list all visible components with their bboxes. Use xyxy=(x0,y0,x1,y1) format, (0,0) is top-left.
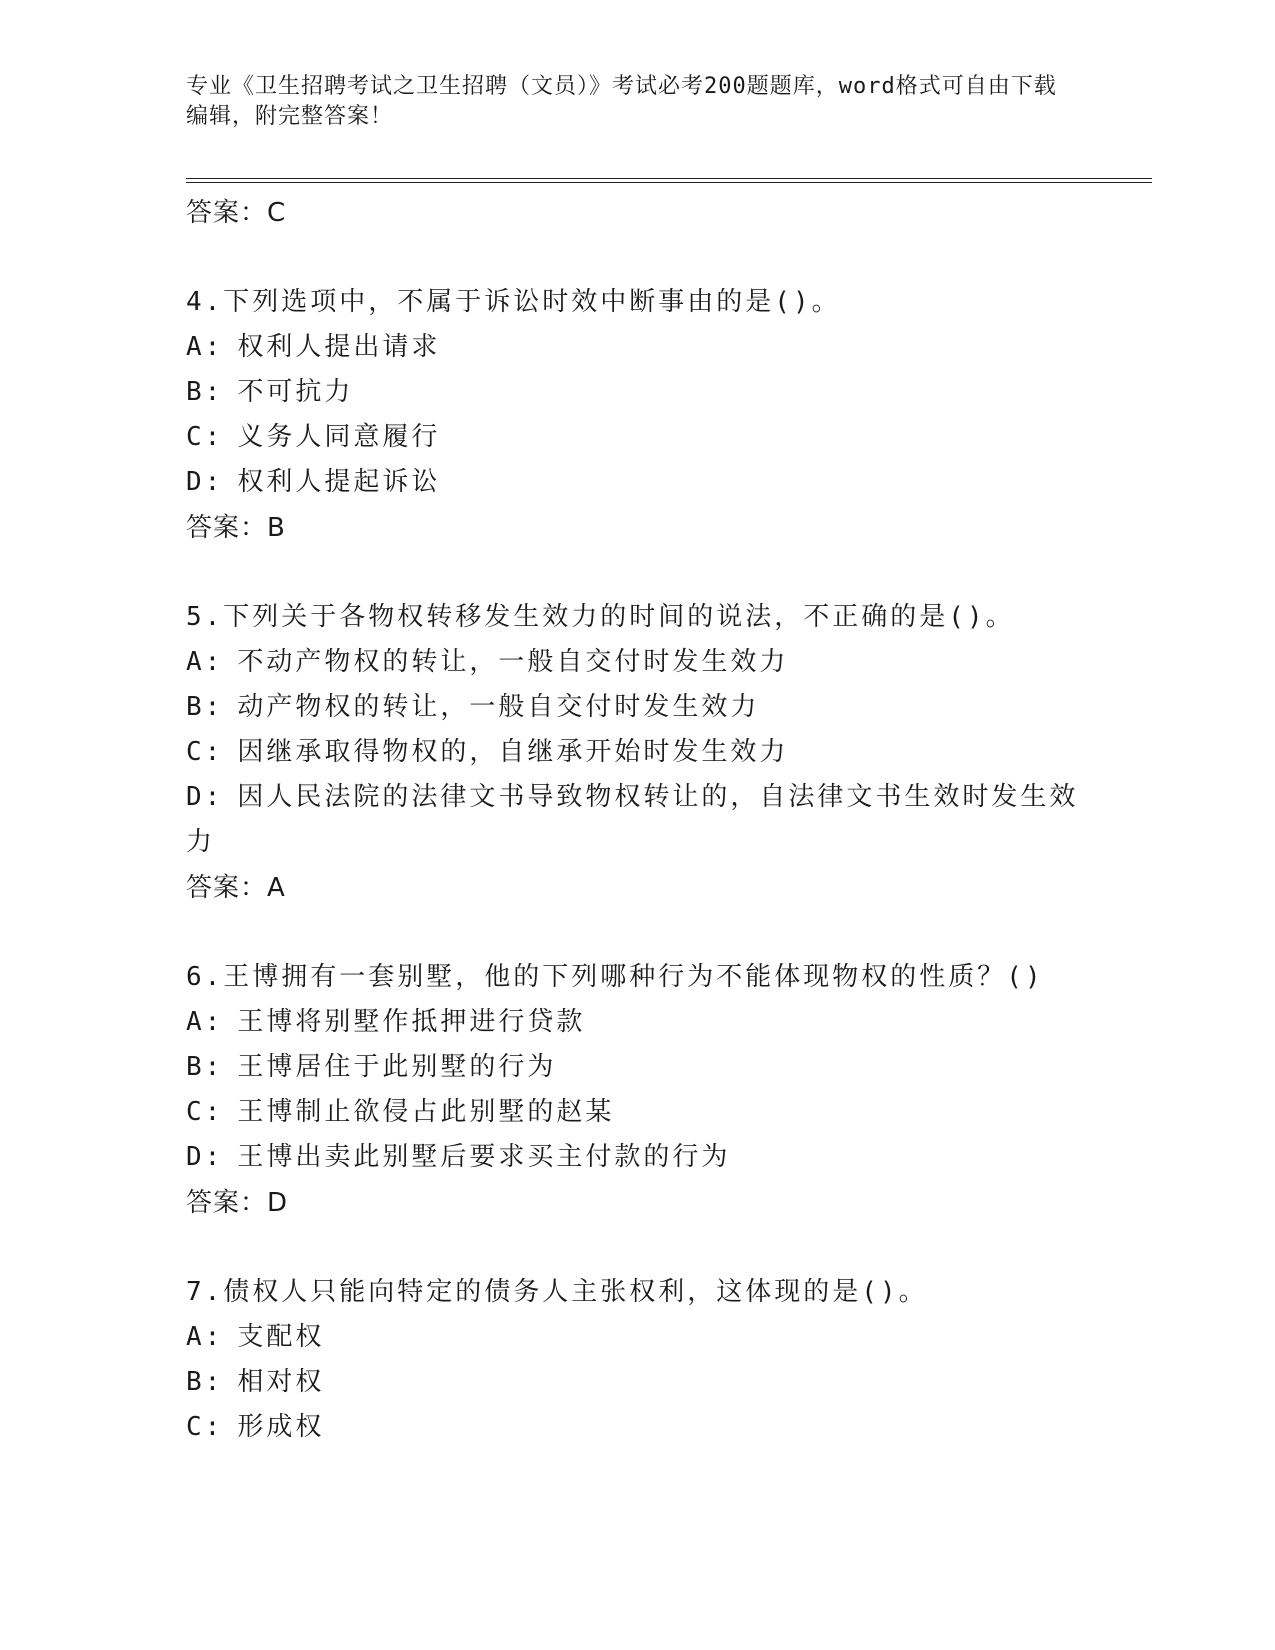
option-b xyxy=(186,1045,1086,1090)
option-d xyxy=(186,775,1086,865)
answer-line: 答案：D xyxy=(186,1188,289,1218)
option-text: 王博出卖此别墅后要求买主付款的行为 xyxy=(237,1142,731,1172)
option-b xyxy=(186,370,1086,415)
question-block xyxy=(186,1270,1086,1450)
answer-line: 答案：B xyxy=(186,513,286,543)
option-a xyxy=(186,325,1086,370)
option-text: 不可抗力 xyxy=(237,377,354,407)
question-stem: 4.下列选项中，不属于诉讼时效中断事由的是()。 xyxy=(186,287,841,317)
option-letter: A: xyxy=(186,332,224,362)
option-letter: A: xyxy=(186,1322,224,1352)
question-block xyxy=(186,955,1086,1226)
option-text: 因人民法院的法律文书导致物权转让的，自法律文书生效时发生效力 xyxy=(186,782,1079,857)
option-letter: D: xyxy=(186,782,224,812)
answer-line: 答案：A xyxy=(186,873,286,903)
option-text: 王博制止欲侵占此别墅的赵某 xyxy=(237,1097,615,1127)
option-letter: C: xyxy=(186,1412,224,1442)
option-letter: B: xyxy=(186,692,224,722)
header-divider-top xyxy=(186,178,1152,179)
option-text: 动产物权的转让，一般自交付时发生效力 xyxy=(237,692,760,722)
option-text: 王博居住于此别墅的行为 xyxy=(237,1052,557,1082)
answer-line: 答案：C xyxy=(186,198,287,228)
option-text: 王博将别墅作抵押进行贷款 xyxy=(237,1007,586,1037)
option-text: 支配权 xyxy=(237,1322,325,1352)
question-block xyxy=(186,280,1086,551)
option-letter: C: xyxy=(186,737,224,767)
option-text: 不动产物权的转让，一般自交付时发生效力 xyxy=(237,647,789,677)
option-c xyxy=(186,1405,1086,1450)
option-letter: D: xyxy=(186,1142,224,1172)
option-b xyxy=(186,685,1086,730)
option-a xyxy=(186,640,1086,685)
option-text: 义务人同意履行 xyxy=(237,422,441,452)
option-text: 形成权 xyxy=(237,1412,325,1442)
question-list xyxy=(186,190,1086,1450)
option-d xyxy=(186,460,1086,505)
option-a xyxy=(186,1000,1086,1045)
option-text: 权利人提出请求 xyxy=(237,332,441,362)
option-text: 权利人提起诉讼 xyxy=(237,467,441,497)
option-d xyxy=(186,1135,1086,1180)
option-letter: C: xyxy=(186,1097,224,1127)
option-c xyxy=(186,1090,1086,1135)
question-stem: 7.债权人只能向特定的债务人主张权利，这体现的是()。 xyxy=(186,1277,928,1307)
option-text: 因继承取得物权的，自继承开始时发生效力 xyxy=(237,737,789,767)
option-c xyxy=(186,730,1086,775)
question-block xyxy=(186,595,1086,911)
option-letter: D: xyxy=(186,467,224,497)
option-letter: A: xyxy=(186,647,224,677)
option-letter: B: xyxy=(186,377,224,407)
option-c xyxy=(186,415,1086,460)
document-header: 专业《卫生招聘考试之卫生招聘（文员）》考试必考200题题库，word格式可自由下载编辑，附完整答案！ xyxy=(186,74,1057,129)
option-a xyxy=(186,1315,1086,1360)
option-text: 相对权 xyxy=(237,1367,325,1397)
question-stem: 5.下列关于各物权转移发生效力的时间的说法，不正确的是()。 xyxy=(186,602,1015,632)
header-divider-bottom xyxy=(186,182,1152,183)
question-stem: 6.王博拥有一套别墅，他的下列哪种行为不能体现物权的性质？() xyxy=(186,962,1044,992)
option-letter: B: xyxy=(186,1367,224,1397)
option-b xyxy=(186,1360,1086,1405)
option-letter: B: xyxy=(186,1052,224,1082)
option-letter: A: xyxy=(186,1007,224,1037)
option-letter: C: xyxy=(186,422,224,452)
